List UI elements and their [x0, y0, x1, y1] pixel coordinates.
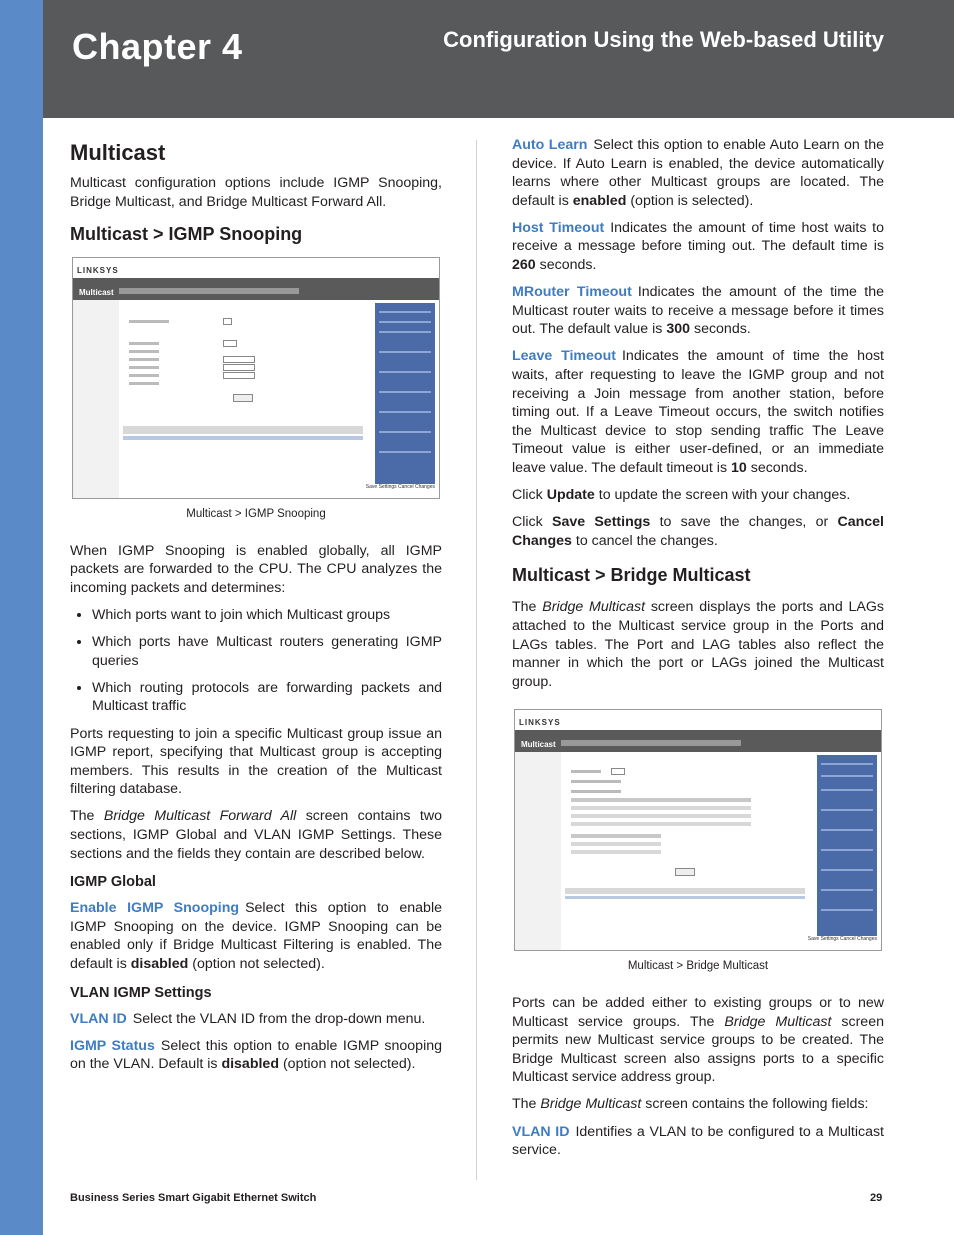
vlan-id-desc: VLAN ID Select the VLAN ID from the drop-down menu.	[70, 1010, 426, 1027]
header-title: Configuration Using the Web-based Utility	[443, 27, 884, 52]
enable-igmp-snooping-term: Enable IGMP Snooping	[70, 900, 240, 917]
vlan-id-term: VLAN ID	[70, 1010, 127, 1027]
igmp-snooping-heading: Multicast > IGMP Snooping	[70, 224, 303, 245]
linksys-logo: LINKSYS	[519, 718, 561, 728]
bridge-multicast-screenshot	[514, 709, 882, 951]
enable-igmp-snooping-desc: Enable IGMP Snooping Select this option to enable IGMP Snooping on the device. IGMP Snooping can be enabled only if Bridge Multicast Filtering is enabled. The default is disabled (option not selected).	[70, 900, 442, 972]
list-item: • Which ports want to join which Multicast groups	[92, 606, 442, 625]
leave-timeout-desc: Leave Timeout Indicates the amount of time the host waits, after requesting to leave the IGMP group and not receiving a Join message from another station, before timing out. If a Leave Timeout occurs, the switch notifies the Multicast device to stop sending traffic The Leave Timeout value is either user-defined, or an immediate leave value. The default timeout is 10 seconds.	[512, 348, 884, 476]
bridge-vlan-id-term: VLAN ID	[512, 1123, 570, 1140]
mrouter-timeout-term: MRouter Timeout	[512, 284, 632, 301]
screen-nav-label: Multicast	[79, 288, 114, 298]
footer-page-number: 29	[870, 1192, 883, 1204]
contains-fields-paragraph: The Bridge Multicast screen contains the following fields:	[512, 1096, 869, 1113]
determines-list	[70, 606, 442, 716]
multicast-heading: Multicast	[70, 140, 166, 165]
when-paragraph: When IGMP Snooping is enabled globally, all IGMP packets are forwarded to the CPU. The CPU analyzes the incoming packets and determines:	[70, 542, 442, 596]
igmp-snooping-screenshot	[72, 257, 440, 499]
screen-buttons: Save Settings Cancel Changes	[365, 483, 435, 490]
screen-buttons: Save Settings Cancel Changes	[807, 935, 877, 942]
chapter-header	[43, 0, 954, 118]
screen-nav-label: Multicast	[521, 740, 556, 750]
igmp-status-term: IGMP Status	[70, 1037, 155, 1054]
click-save-paragraph: Click Save Settings to save the changes, or Cancel Changes to cancel the changes.	[512, 514, 884, 549]
chapter-label: Chapter 4	[72, 26, 243, 67]
vlan-igmp-settings-heading: VLAN IGMP Settings	[70, 984, 212, 1001]
auto-learn-desc: Auto Learn Select this option to enable Auto Learn on the device. If Auto Learn is enabled, the device automatically learns where other Multicast groups are located. The default is enabled (option is selected).	[512, 137, 884, 209]
multicast-intro: Multicast configuration options include IGMP Snooping, Bridge Multicast, and Bridge Multicast Forward All.	[70, 175, 442, 210]
bridge-multicast-heading: Multicast > Bridge Multicast	[512, 565, 751, 586]
footer-product: Business Series Smart Gigabit Ethernet Switch	[70, 1192, 317, 1204]
ports-request-paragraph: Ports requesting to join a specific Multicast group issue an IGMP report, specifying that Multicast group is accepting members. This results in the creation of the Multicast filtering database.	[70, 725, 442, 798]
figure-caption-bridge: Multicast > Bridge Multicast	[627, 960, 769, 973]
forward-all-paragraph: The Bridge Multicast Forward All screen contains two sections, IGMP Global and VLAN IGMP Settings. These sections and the fields they contain are described below.	[70, 808, 442, 862]
list-item: • Which routing protocols are forwarding packets and Multicast traffic	[92, 679, 442, 716]
mrouter-timeout-desc: MRouter Timeout Indicates the amount of the time the Multicast router waits to receive a message before it times out. The default value is 300 seconds.	[512, 284, 884, 338]
ports-added-paragraph: Ports can be added either to existing groups or to new Multicast service groups. The Bridge Multicast screen permits new Multicast service groups to be created. The Bridge Multicast screen also assigns ports to a specific Multicast service address group.	[512, 994, 884, 1086]
igmp-global-heading: IGMP Global	[70, 874, 156, 891]
igmp-status-desc: IGMP Status Select this option to enable IGMP snooping on the VLAN. Default is disabled (option not selected).	[70, 1037, 442, 1073]
click-update-paragraph: Click Update to update the screen with your changes.	[512, 487, 851, 504]
bridge-multicast-intro: The Bridge Multicast screen displays the ports and LAGs attached to the Multicast service group in the Ports and LAGs tables. The Port and LAG tables also reflect the manner in which the port or LAGs joined the Multicast group.	[512, 599, 885, 690]
leave-timeout-term: Leave Timeout	[512, 348, 616, 365]
bridge-vlan-id-desc: VLAN ID Identifies a VLAN to be configured to a Multicast service.	[512, 1123, 884, 1159]
linksys-logo: LINKSYS	[77, 266, 119, 276]
left-accent-bar	[0, 0, 43, 1235]
right-column	[512, 136, 884, 1168]
host-timeout-desc: Host Timeout Indicates the amount of time host waits to receive a message before timing out. The default time is 260 seconds.	[512, 219, 885, 274]
list-item: • Which ports have Multicast routers generating IGMP queries	[92, 633, 442, 670]
auto-learn-term: Auto Learn	[512, 137, 588, 153]
figure-caption-igmp: Multicast > IGMP Snooping	[186, 508, 326, 521]
column-divider	[476, 140, 477, 1180]
host-timeout-term: Host Timeout	[512, 219, 605, 236]
left-column	[70, 132, 442, 1082]
